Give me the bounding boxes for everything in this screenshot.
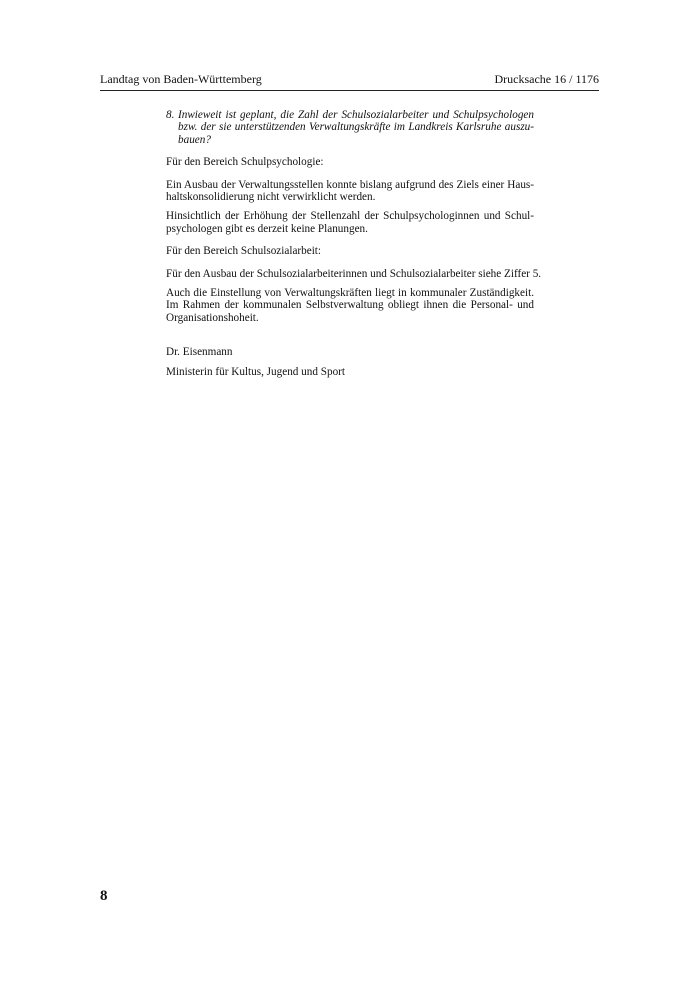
section-heading-schulsozialarbeit: Für den Bereich Schulsozialarbeit:	[166, 245, 322, 258]
header-document-number: Drucksache 16 / 1176	[494, 72, 599, 86]
page-number: 8	[100, 888, 108, 904]
signature-block	[166, 346, 534, 378]
question-number: 8.	[166, 109, 175, 121]
paragraph-verwaltungskraefte	[166, 287, 534, 324]
paragraph-line: Im Rahmen der kommunalen Selbstverwaltung obliegt ihnen die Personal- und	[166, 299, 534, 312]
question-line: bzw. der sie unterstützenden Verwaltungskräfte im Landkreis Karlsruhe auszu-	[178, 121, 534, 134]
paragraph-line: Ein Ausbau der Verwaltungsstellen konnte bislang aufgrund des Ziels einer Haus-	[166, 178, 534, 191]
paragraph-line: psychologen gibt es derzeit keine Planungen.	[166, 222, 368, 235]
paragraph-verwaltungsstellen	[166, 179, 534, 204]
header-parliament-name: Landtag von Baden-Württemberg	[100, 72, 262, 86]
paragraph-line: haltskonsolidierung nicht verwirklicht werden.	[166, 191, 376, 204]
paragraph-line: Hinsichtlich der Erhöhung der Stellenzahl der Schulpsychologinnen und Schul-	[166, 210, 534, 223]
section-heading-schulpsychologie: Für den Bereich Schulpsychologie:	[166, 156, 324, 169]
question-line: Inwieweit ist geplant, die Zahl der Schulsozialarbeiter und Schulpsychologen	[178, 109, 534, 121]
signatory-title: Ministerin für Kultus, Jugend und Sport	[166, 365, 345, 378]
paragraph-ausbau-ziffer-5: Für den Ausbau der Schulsozialarbeiterinnen und Schulsozialarbeiter siehe Ziffer 5.	[166, 267, 542, 280]
paragraph-stellenzahl	[166, 210, 534, 235]
page-header	[100, 72, 599, 91]
paragraph-line: Auch die Einstellung von Verwaltungskräften liegt in kommunaler Zuständigkeit.	[166, 287, 534, 300]
question-line: bauen?	[178, 133, 211, 146]
paragraph-line: Organisationshoheit.	[166, 311, 259, 324]
question-8	[166, 109, 534, 146]
signatory-name: Dr. Eisenmann	[166, 346, 233, 359]
document-body	[166, 109, 542, 378]
